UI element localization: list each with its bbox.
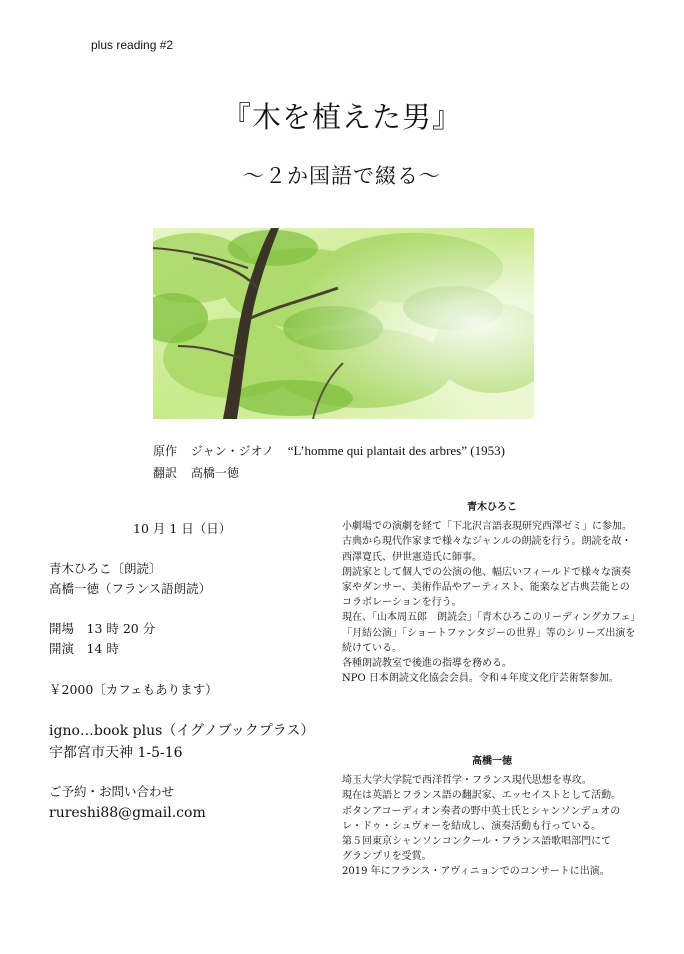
page-subtitle: ～２か国語で綴る～ xyxy=(243,164,441,188)
performer: 高橋一徳（フランス語朗読） xyxy=(49,581,212,596)
bio-line: 2019 年にフランス・アヴィニョンでのコンサートに出演。 xyxy=(342,866,610,878)
venue-name: igno…book plus（イグノブックプラス） xyxy=(49,723,315,739)
credit-original xyxy=(153,440,505,462)
translator: 高橋一徳 xyxy=(190,466,239,480)
bio-line: 古典から現代作家まで様々なジャンルの朗読を行う。朗読を故・ xyxy=(342,536,632,548)
bio-line: 第５回東京シャンソンコンクール・フランス語歌唱部門にて xyxy=(342,836,612,848)
bio-name: 高橋一徳 xyxy=(472,756,512,767)
bio-line: 「月結公演」「ショートファンタジーの世界」等のシリーズ出演を xyxy=(342,627,636,639)
bio-name: 青木ひろこ xyxy=(467,502,517,513)
event-date: 10 月 1 日（日） xyxy=(133,521,232,536)
bio-line: ボタンアコーディオン奏者の野中英士氏とシャンソンデュオの xyxy=(342,805,621,817)
bio-line: 西澤寛氏、伊世憲造氏に師事。 xyxy=(342,551,482,563)
series-label: plus reading #2 xyxy=(91,38,174,52)
bio-line: 続けている。 xyxy=(342,642,402,654)
bio-line: 現在は英語とフランス語の翻訳家、エッセイストとして活動。 xyxy=(342,790,622,802)
venue-address: 宇都宮市天神 1-5-16 xyxy=(49,745,183,761)
credit-translation xyxy=(153,462,505,484)
bio-line: 家やダンサー、美術作品やアーティスト、能楽など古典芸能との xyxy=(342,582,630,594)
start-time: 開演 14 時 xyxy=(49,641,119,656)
bio-line: グランプリを受賞。 xyxy=(342,851,432,863)
original-label: 原作 xyxy=(153,444,178,458)
contact-label: ご予約・お問い合わせ xyxy=(49,784,175,799)
bio-line: レ・ドゥ・シュヴォーを結成し、演奏活動も行っている。 xyxy=(342,820,602,832)
bio-line: 埼玉大学大学院で西洋哲学・フランス現代思想を専攻。 xyxy=(342,775,592,787)
doors-time: 開場 13 時 20 分 xyxy=(49,621,156,636)
tree-photo xyxy=(153,228,534,419)
original-title: “L’homme qui plantait des arbres” (1953) xyxy=(287,443,505,458)
credits xyxy=(153,440,505,484)
bio-line: 小劇場での演劇を経て「下北沢言語表現研究西澤ゼミ」に参加。 xyxy=(342,521,632,533)
bio-line: 各種朗読教室で後進の指導を務める。 xyxy=(342,658,512,670)
performer: 青木ひろこ〔朗読〕 xyxy=(49,561,162,576)
contact-email[interactable]: rureshi88@gmail.com xyxy=(49,805,206,821)
event-info xyxy=(49,519,319,824)
price: ￥2000〔カフェもあります） xyxy=(49,682,218,697)
original-author: ジャン・ジオノ xyxy=(190,444,274,458)
bio-line: NPO 日本朗読文化協会会員。令和４年度文化庁芸術祭参加。 xyxy=(342,673,619,685)
translation-label: 翻訳 xyxy=(153,466,178,480)
bio-line: 現在、「山本周五郎 朗読会」「青木ひろこのリーディングカフェ」 xyxy=(342,612,641,624)
bio-line: 朗読家として個人での公演の他、幅広いフィールドで様々な演奏 xyxy=(342,566,631,578)
bio-takahashi xyxy=(342,754,642,880)
page-title: 『木を植えた男』 xyxy=(221,100,462,134)
bio-line: コラボレーションを行う。 xyxy=(342,597,462,609)
bio-aoki xyxy=(342,500,642,686)
